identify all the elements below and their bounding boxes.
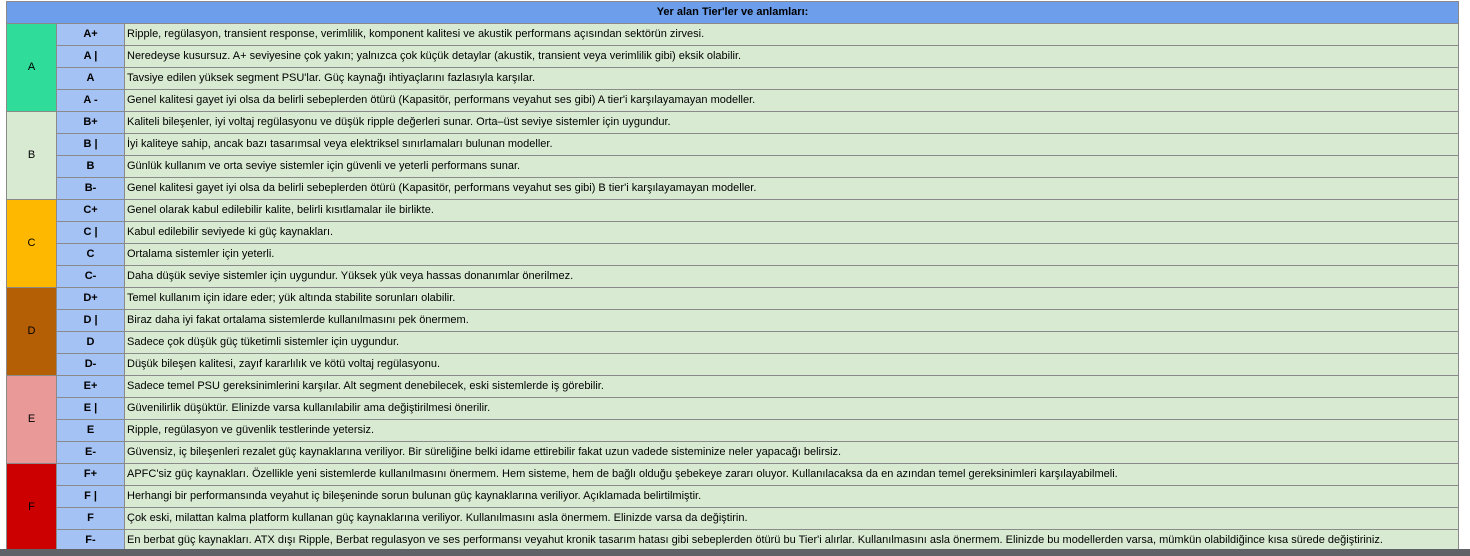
tier-cell[interactable]: E <box>57 420 125 442</box>
tier-description-cell[interactable]: Temel kullanım için idare eder; yük altında stabilite sorunları olabilir. <box>125 288 1459 310</box>
tier-description-cell[interactable]: Kaliteli bileşenler, iyi voltaj regülasyonu ve düşük ripple değerleri sunar. Orta–üst seviye sistemler için uygundur. <box>125 112 1459 134</box>
tier-cell[interactable]: C+ <box>57 200 125 222</box>
table-row <box>7 266 1459 288</box>
tier-description-cell[interactable]: Genel kalitesi gayet iyi olsa da belirli sebeplerden ötürü (Kapasitör, performans veyahut ses gibi) B tier'i karşılayamayan modeller. <box>125 178 1459 200</box>
tier-description-cell[interactable]: Çok eski, milattan kalma platform kullanan güç kaynaklarına veriliyor. Kullanılmasını asla önermem. Elinizde varsa da değiştirin. <box>125 508 1459 530</box>
tier-description-cell[interactable]: Günlük kullanım ve orta seviye sistemler için güvenli ve yeterli performans sunar. <box>125 156 1459 178</box>
tier-cell[interactable]: D <box>57 332 125 354</box>
tier-cell[interactable]: C- <box>57 266 125 288</box>
tier-description-cell[interactable]: Düşük bileşen kalitesi, zayıf kararlılık ve kötü voltaj regülasyonu. <box>125 354 1459 376</box>
table-row <box>7 442 1459 464</box>
tier-description-cell[interactable]: Herhangi bir performansında veyahut iç bileşeninde sorun bulunan güç kaynaklarına veriliyor. Açıklamada belirtilmiştir. <box>125 486 1459 508</box>
table-row <box>7 288 1459 310</box>
tier-cell[interactable]: F- <box>57 530 125 552</box>
table-row <box>7 398 1459 420</box>
tier-cell[interactable]: E | <box>57 398 125 420</box>
table-row <box>7 24 1459 46</box>
tier-cell[interactable]: A+ <box>57 24 125 46</box>
tier-description-cell[interactable]: Güvenilirlik düşüktür. Elinizde varsa kullanılabilir ama değiştirilmesi önerilir. <box>125 398 1459 420</box>
table-row <box>7 90 1459 112</box>
tier-description-cell[interactable]: İyi kaliteye sahip, ancak bazı tasarımsal veya elektriksel sınırlamaları bulunan modeller. <box>125 134 1459 156</box>
tier-description-cell[interactable]: Sadece çok düşük güç tüketimli sistemler için uygundur. <box>125 332 1459 354</box>
tier-cell[interactable]: B <box>57 156 125 178</box>
tier-cell[interactable]: F | <box>57 486 125 508</box>
tier-description-cell[interactable]: En berbat güç kaynakları. ATX dışı Ripple, Berbat regulasyon ve ses performansı veyahut kronik tasarım hatası gibi sebeplerden ötürü bu Tier'i alırlar. Kullanılmasını asla önermem. Elinizde bu modellerden varsa, mümkün olabildiğince kısa sürede değiştiriniz. <box>125 530 1459 552</box>
tier-description-cell[interactable]: Kabul edilebilir seviyede ki güç kaynakları. <box>125 222 1459 244</box>
tier-description-cell[interactable]: Genel kalitesi gayet iyi olsa da belirli sebeplerden ötürü (Kapasitör, performans veyahut ses gibi) A tier'i karşılayamayan modeller. <box>125 90 1459 112</box>
table-row <box>7 464 1459 486</box>
table-row <box>7 68 1459 90</box>
table-row <box>7 376 1459 398</box>
tier-group-d[interactable]: D <box>7 288 57 376</box>
tier-cell[interactable]: C | <box>57 222 125 244</box>
tier-table <box>6 1 1459 552</box>
tier-description-cell[interactable]: Güvensiz, iç bileşenleri rezalet güç kaynaklarına veriliyor. Bir süreliğine belki idame ettirebilir fakat uzun vadede sisteminize neler yapacağı belirsiz. <box>125 442 1459 464</box>
tier-cell[interactable]: B+ <box>57 112 125 134</box>
tier-cell[interactable]: A - <box>57 90 125 112</box>
tier-cell[interactable]: E+ <box>57 376 125 398</box>
table-row <box>7 46 1459 68</box>
table-row <box>7 156 1459 178</box>
table-row <box>7 310 1459 332</box>
tier-cell[interactable]: A | <box>57 46 125 68</box>
table-row <box>7 508 1459 530</box>
tier-description-cell[interactable]: APFC'siz güç kaynakları. Özellikle yeni sistemlerde kullanılmasını önermem. Hem sisteme, hem de bağlı olduğu şebekeye zararı oluyor. Kullanılacaksa da en azından temel gereksinimleri karşılayabilmeli. <box>125 464 1459 486</box>
tier-group-a[interactable]: A <box>7 24 57 112</box>
header-row <box>7 2 1459 24</box>
tier-cell[interactable]: B- <box>57 178 125 200</box>
table-row <box>7 420 1459 442</box>
table-row <box>7 244 1459 266</box>
table-row <box>7 134 1459 156</box>
table-row <box>7 354 1459 376</box>
tier-cell[interactable]: D | <box>57 310 125 332</box>
tier-cell[interactable]: F+ <box>57 464 125 486</box>
table-row <box>7 112 1459 134</box>
tier-description-cell[interactable]: Genel olarak kabul edilebilir kalite, belirli kısıtlamalar ile birlikte. <box>125 200 1459 222</box>
sheet-bottom-bar <box>0 549 1470 556</box>
table-row <box>7 486 1459 508</box>
tier-description-cell[interactable]: Ripple, regülasyon, transient response, verimlilik, komponent kalitesi ve akustik performans açısından sektörün zirvesi. <box>125 24 1459 46</box>
tier-group-e[interactable]: E <box>7 376 57 464</box>
tier-description-cell[interactable]: Biraz daha iyi fakat ortalama sistemlerde kullanılmasını pek önermem. <box>125 310 1459 332</box>
tier-cell[interactable]: D- <box>57 354 125 376</box>
table-title[interactable]: Yer alan Tier'ler ve anlamları: <box>7 2 1459 24</box>
table-row <box>7 222 1459 244</box>
table-row <box>7 178 1459 200</box>
tier-description-cell[interactable]: Sadece temel PSU gereksinimlerini karşılar. Alt segment denebilecek, eski sistemlerde iş görebilir. <box>125 376 1459 398</box>
tier-cell[interactable]: F <box>57 508 125 530</box>
tier-description-cell[interactable]: Neredeyse kusursuz. A+ seviyesine çok yakın; yalnızca çok küçük detaylar (akustik, transient veya verimlilik gibi) eksik olabilir. <box>125 46 1459 68</box>
tier-cell[interactable]: A <box>57 68 125 90</box>
tier-cell[interactable]: D+ <box>57 288 125 310</box>
tier-cell[interactable]: C <box>57 244 125 266</box>
tier-description-cell[interactable]: Ripple, regülasyon ve güvenlik testlerinde yetersiz. <box>125 420 1459 442</box>
tier-cell[interactable]: E- <box>57 442 125 464</box>
tier-description-cell[interactable]: Daha düşük seviye sistemler için uygundur. Yüksek yük veya hassas donanımlar önerilmez. <box>125 266 1459 288</box>
table-row <box>7 332 1459 354</box>
tier-description-cell[interactable]: Tavsiye edilen yüksek segment PSU'lar. Güç kaynağı ihtiyaçlarını fazlasıyla karşılar. <box>125 68 1459 90</box>
tier-group-b[interactable]: B <box>7 112 57 200</box>
tier-group-c[interactable]: C <box>7 200 57 288</box>
tier-description-cell[interactable]: Ortalama sistemler için yeterli. <box>125 244 1459 266</box>
table-row <box>7 200 1459 222</box>
tier-cell[interactable]: B | <box>57 134 125 156</box>
tier-group-f[interactable]: F <box>7 464 57 552</box>
